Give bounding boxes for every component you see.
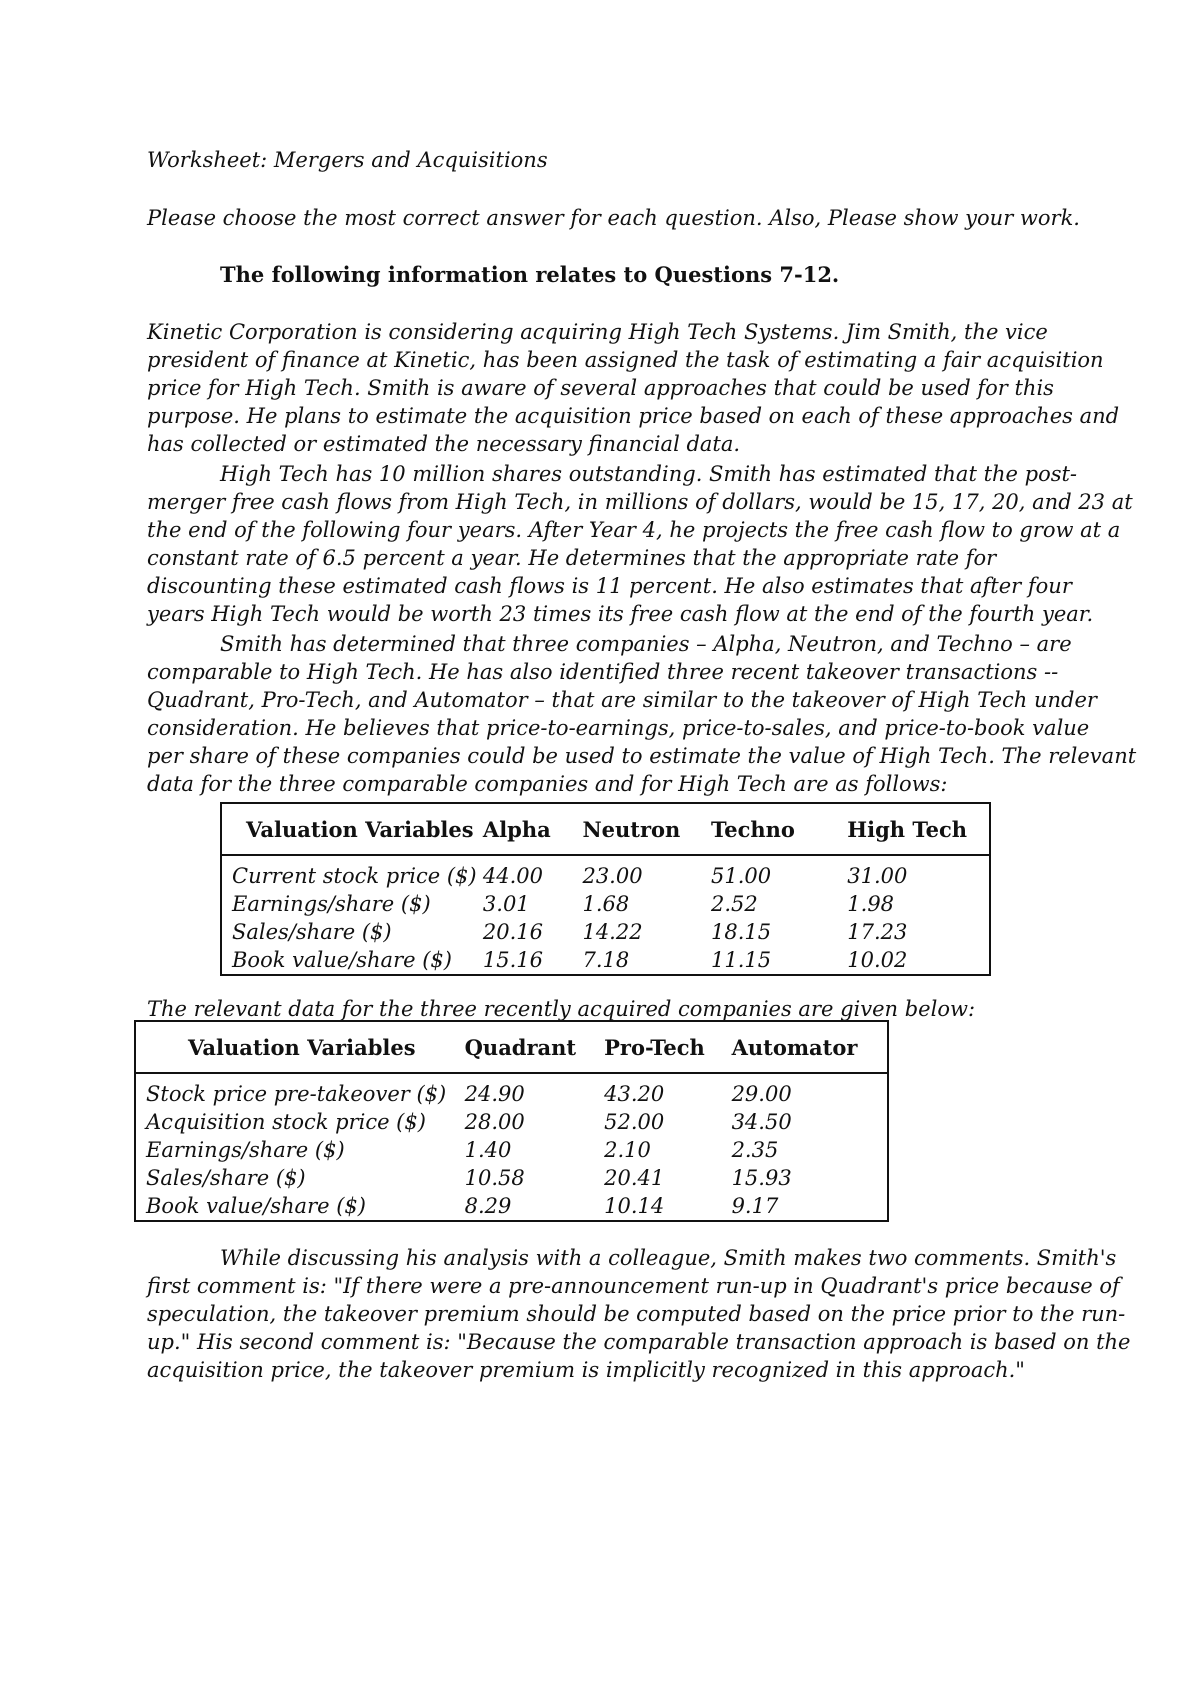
table-row	[221, 918, 990, 946]
table-cell: 44.00	[482, 864, 544, 888]
row-label: Book value/share ($)	[146, 1194, 366, 1218]
row-label: Sales/share ($)	[146, 1166, 306, 1190]
table-cell: 9.17	[731, 1194, 779, 1218]
table-header-row	[221, 803, 990, 855]
column-header: Automator	[732, 1021, 888, 1073]
text-line: Quadrant, Pro-Tech, and Automator – that are similar to the takeover of High Tech under	[147, 688, 1097, 712]
text-line: While discussing his analysis with a colleague, Smith makes two comments. Smith's	[220, 1246, 1117, 1270]
column-header: Alpha	[483, 803, 583, 855]
table-cell: 1.40	[464, 1138, 512, 1162]
row-label: Current stock price ($)	[232, 864, 477, 888]
table-cell: 31.00	[847, 864, 908, 888]
table-cell: 15.93	[731, 1166, 792, 1190]
table-row	[221, 890, 990, 918]
table-cell: 14.22	[582, 920, 643, 944]
instructions: Please choose the most correct answer for each question. Also, Please show your work.	[147, 206, 1080, 230]
text-line: Smith has determined that three companies – Alpha, Neutron, and Techno – are	[220, 632, 1072, 656]
column-header: Pro-Tech	[604, 1021, 731, 1073]
table-cell: 2.35	[731, 1138, 779, 1162]
text-line: High Tech has 10 million shares outstanding. Smith has estimated that the post-	[220, 462, 1078, 486]
text-line: has collected or estimated the necessary financial data.	[147, 432, 741, 456]
table-row	[135, 1108, 888, 1136]
text-line: president of finance at Kinetic, has been assigned the task of estimating a fair acquisition	[147, 348, 1104, 372]
table-cell: 18.15	[711, 920, 772, 944]
table-cell: 1.98	[847, 892, 895, 916]
column-header: Valuation Variables	[221, 803, 483, 855]
row-label: Sales/share ($)	[232, 920, 392, 944]
row-label: Book value/share ($)	[232, 948, 452, 972]
comparable-companies-table	[220, 802, 991, 976]
row-label: Earnings/share ($)	[232, 892, 431, 916]
table-cell: 29.00	[731, 1082, 792, 1106]
text-line: discounting these estimated cash flows is 11 percent. He also estimates that after four	[147, 574, 1072, 598]
column-header: Valuation Variables	[135, 1021, 465, 1073]
text-line: price for High Tech. Smith is aware of several approaches that could be used for this	[147, 376, 1054, 400]
table-cell: 20.41	[604, 1166, 665, 1190]
table-cell: 1.68	[582, 892, 630, 916]
text-line: consideration. He believes that price-to-earnings, price-to-sales, and price-to-book value	[147, 716, 1090, 740]
table-cell: 2.52	[711, 892, 758, 916]
text-line: comparable to High Tech. He has also identified three recent takeover transactions --	[147, 660, 1059, 684]
table-cell: 20.16	[482, 920, 544, 944]
table-cell: 10.02	[847, 948, 908, 972]
table-row	[221, 855, 990, 890]
text-line: purpose. He plans to estimate the acquisition price based on each of these approaches and	[147, 404, 1120, 428]
column-header: High Tech	[847, 803, 990, 855]
table-cell: 2.10	[604, 1138, 651, 1162]
table-row	[135, 1073, 888, 1108]
table-cell: 34.50	[731, 1110, 792, 1134]
table-row	[221, 946, 990, 975]
text-line: data for the three comparable companies and for High Tech are as follows:	[147, 772, 948, 796]
text-line: Kinetic Corporation is considering acquiring High Tech Systems. Jim Smith, the vice	[147, 320, 1048, 344]
table2-caption: The relevant data for the three recently acquired companies are given below:	[147, 997, 976, 1021]
table-row	[135, 1136, 888, 1164]
column-header: Neutron	[582, 803, 711, 855]
table-row	[135, 1164, 888, 1192]
table-cell: 43.20	[604, 1082, 665, 1106]
column-header: Techno	[711, 803, 847, 855]
column-header: Quadrant	[465, 1021, 604, 1073]
row-label: Earnings/share ($)	[146, 1138, 345, 1162]
acquired-companies-table	[134, 1020, 889, 1222]
table-cell: 15.16	[482, 948, 544, 972]
table-row	[135, 1192, 888, 1221]
table-header-row	[135, 1021, 888, 1073]
table-cell: 10.14	[604, 1194, 665, 1218]
text-line: constant rate of 6.5 percent a year. He determines that the appropriate rate for	[147, 546, 997, 570]
table-cell: 3.01	[482, 892, 530, 916]
text-line: first comment is: "If there were a pre-announcement run-up in Quadrant's price because of	[147, 1274, 1120, 1298]
worksheet-title: Worksheet: Mergers and Acquisitions	[147, 148, 548, 172]
text-line: up." His second comment is: "Because the comparable transaction approach is based on the	[147, 1330, 1131, 1354]
row-label: Stock price pre-takeover ($)	[146, 1082, 447, 1106]
text-line: per share of these companies could be used to estimate the value of High Tech. The relevant	[147, 744, 1137, 768]
table-cell: 17.23	[847, 920, 908, 944]
text-line: acquisition price, the takeover premium is implicitly recognized in this approach."	[147, 1358, 1025, 1382]
table-cell: 51.00	[711, 864, 772, 888]
table-cell: 11.15	[711, 948, 772, 972]
table-cell: 52.00	[604, 1110, 665, 1134]
table-cell: 23.00	[582, 864, 643, 888]
table-cell: 10.58	[464, 1166, 525, 1190]
text-line: merger free cash flows from High Tech, in millions of dollars, would be 15, 17, 20, and 23 at	[147, 490, 1133, 514]
text-line: the end of the following four years. After Year 4, he projects the free cash flow to grow at a	[147, 518, 1121, 542]
text-line: years High Tech would be worth 23 times its free cash flow at the end of the fourth year.	[147, 602, 1094, 626]
table-cell: 28.00	[464, 1110, 525, 1134]
table-cell: 24.90	[464, 1082, 525, 1106]
table-cell: 7.18	[582, 948, 630, 972]
table-cell: 8.29	[464, 1194, 512, 1218]
row-label: Acquisition stock price ($)	[146, 1110, 426, 1134]
section-heading: The following information relates to Questions 7-12.	[220, 262, 840, 287]
text-line: speculation, the takeover premium should be computed based on the price prior to the run-	[147, 1302, 1126, 1326]
